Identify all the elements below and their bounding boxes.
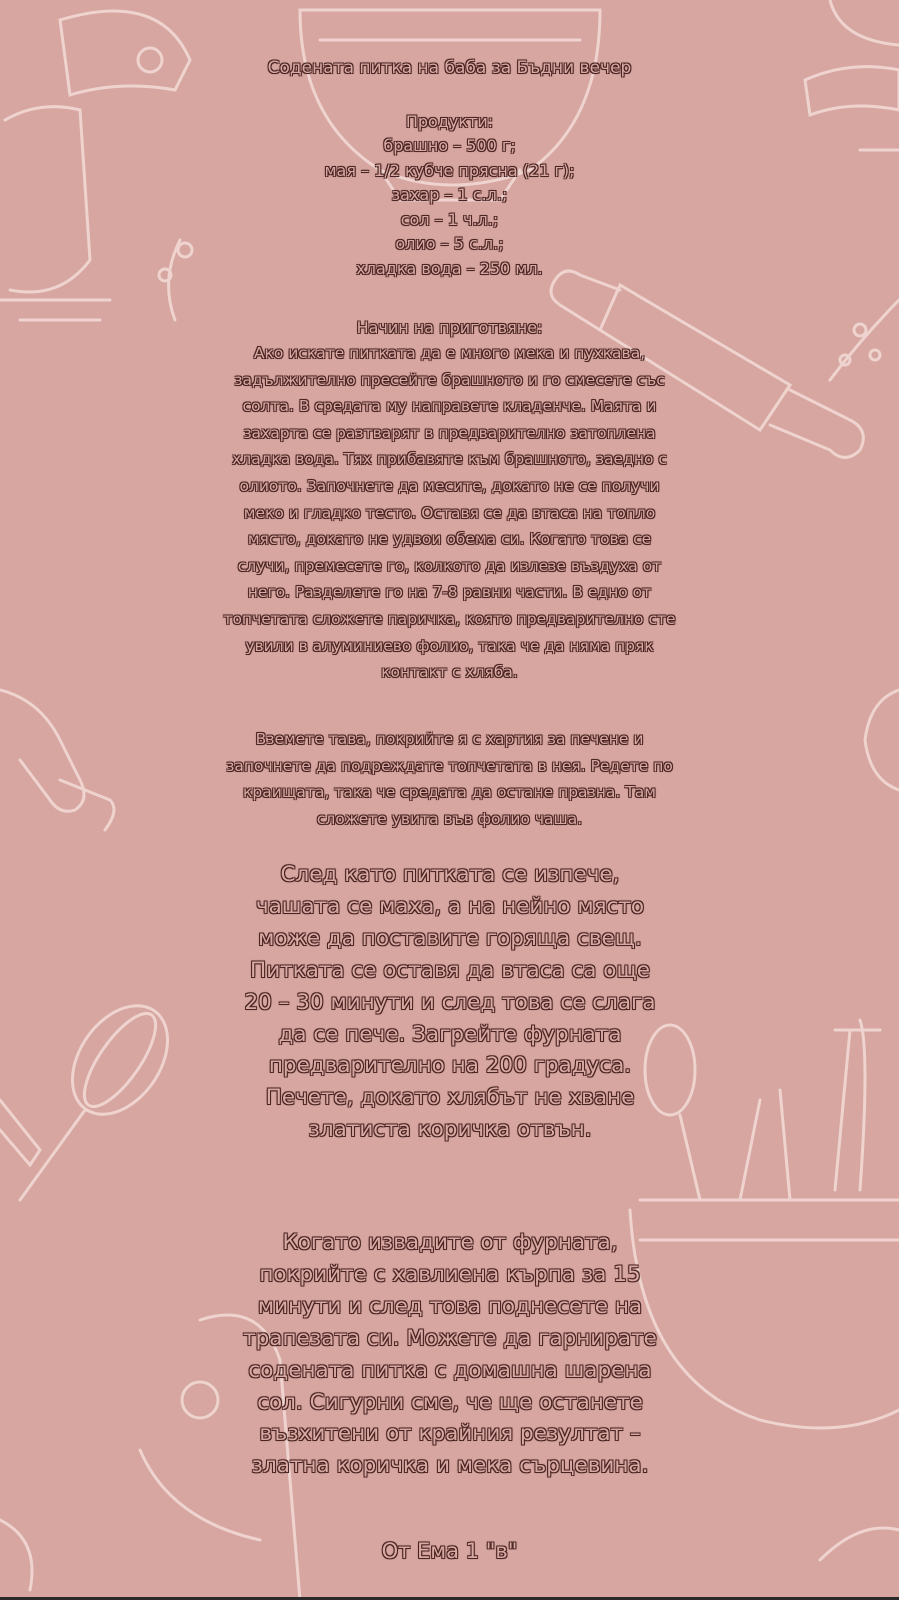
method-heading: Начин на приготвяне: [356, 318, 543, 337]
stand-mixer-icon [0, 11, 190, 320]
cup-icon [820, 1528, 899, 1560]
method-paragraph-large: След като питката се изпече, чашата се маха, а на нейно място може да поставите горяща свещ. Питката се оставя да втаса са още 20 – 30 минути и след това се слага да се пече. Загрейте фурната предварително на 200 градуса. Печете, докато хлябът не хване златиста коричка отвън. [244, 862, 656, 1143]
ingredient-item: брашно – 500 г; [383, 136, 516, 155]
ingredient-item: хладка вода – 250 мл. [356, 258, 543, 278]
recipe-title: Содената питка на баба за Бъдни вечер [267, 58, 632, 78]
utensils-bowl-icon [630, 1020, 899, 1428]
spatula-icon [0, 690, 114, 830]
method-paragraph: Вземете тава, покрийте я с хартия за печене и започнете да подреждате топчетата в нея. Редете по краищата, така че средата да остане празна. Там сложете увита във фолио чаша. [226, 730, 673, 828]
mixer-icon [805, 0, 899, 150]
ingredients-heading: Продукти: [405, 112, 494, 131]
spoon-icon [865, 690, 899, 790]
whisk-icon [0, 988, 187, 1200]
method-paragraph-large: Когато извадите от фурната, покрийте с хавлиена кърпа за 15 минути и след това поднесете на трапезата си. Можете да гарнирате содената питка с домашна шарена сол. Сигурни сме, че ще останете възхитени от крайния резултат – златна коричка и мека сърцевина. [243, 1230, 657, 1479]
ingredient-item: сол – 1 ч.л.; [400, 209, 499, 229]
ingredient-item: мая – 1/2 кубче прясна (21 г); [324, 160, 575, 180]
ingredient-item: олио – 5 с.л.; [395, 234, 504, 253]
author-signature: От Ема 1 "в" [381, 1539, 518, 1563]
ingredients-list [200, 134, 699, 281]
method-paragraph: Ако искате питката да е много мека и пухкава, задължително пресейте брашното и го смесете със солта. В средата му направете кладенче. Маята и захарта се разтварят в предварително затоплена хладка вода. Тях прибавяте към брашното, заедно с олиото. Започнете да месите, докато не се получи меко и гладко тесто. Оставя се да втаса на топло място, докато не удвои обема си. Когато това се случи, премесете го, колкото да излезе въздуха от него. Разделете го на 7-8 равни части. В едно от топчетата сложете паричка, която предварително сте увили в алуминиево фолио, така че да няма пряк контакт с хляба. [223, 344, 676, 682]
ingredient-item: захар – 1 с.л.; [391, 185, 508, 204]
